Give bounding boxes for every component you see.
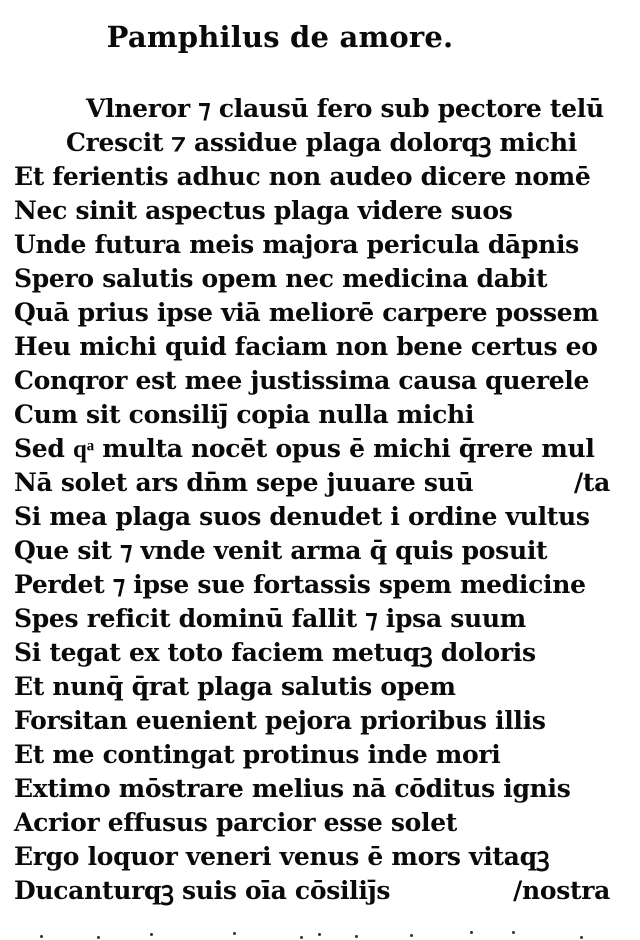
verse-line (14, 364, 624, 398)
verse-line (14, 670, 624, 704)
verse-text: Heu michi quid faciam non bene certus eo (14, 332, 598, 361)
verse-text: Et nunq̄ q̄rat plaga salutis opem (14, 672, 456, 701)
ink-speck (470, 931, 473, 934)
verse-line (14, 840, 624, 874)
verse-line (14, 92, 624, 126)
verse-list (14, 92, 624, 908)
verse-text: Sed qͣ multa nocēt opus ē michi q̄rere mul (14, 434, 595, 463)
verse-line (14, 126, 624, 160)
verse-line (14, 228, 624, 262)
ink-speck (355, 935, 358, 938)
verse-line (14, 160, 624, 194)
verse-text: Crescit ⁊ assidue plaga dolorqꝫ michi (66, 128, 577, 157)
verse-text: Nā solet ars dn̄m sepe juuare suū (14, 468, 474, 497)
verse-line (14, 534, 624, 568)
verse-line (14, 602, 624, 636)
paper-specks (0, 926, 640, 940)
verse-text: Ergo loquor veneri venus ē mors vitaqꝫ (14, 842, 550, 871)
verse-line (14, 296, 624, 330)
ink-speck (300, 936, 303, 939)
verse-line (14, 432, 624, 466)
verse-text: Que sit ⁊ vnde venit arma q̄ quis posuit (14, 536, 548, 565)
verse-line (14, 874, 624, 908)
verse-line (14, 636, 624, 670)
verse-text: Et me contingat protinus inde mori (14, 740, 501, 769)
verse-line (14, 500, 624, 534)
ink-speck (318, 933, 321, 936)
verse-line (14, 738, 624, 772)
verse-text: Ducanturqꝫ suis oīa cōsiliȷ̄s (14, 876, 391, 905)
verse-text: Acrior effusus parcior esse solet (14, 808, 458, 837)
verse-turnover: /ta (574, 468, 610, 497)
ink-speck (150, 933, 153, 936)
verse-text: Forsitan euenient pejora prioribus illis (14, 706, 546, 735)
ink-speck (410, 934, 413, 937)
ink-speck (580, 936, 583, 939)
verse-text: Spes reficit dominū fallit ⁊ ipsa suum (14, 604, 526, 633)
verse-text: Vlneror ⁊ clausū fero sub pectore telū (86, 94, 604, 123)
verse-turnover: /nostra (513, 876, 610, 905)
verse-text: Si tegat ex toto faciem metuqꝫ doloris (14, 638, 536, 667)
verse-line (14, 262, 624, 296)
verse-line (14, 704, 624, 738)
verse-text: Conqror est mee justissima causa querele (14, 366, 590, 395)
verse-text: Nec sinit aspectus plaga videre suos (14, 196, 513, 225)
verse-text: Cum sit consiliȷ̄ copia nulla michi (14, 400, 475, 429)
verse-line (14, 194, 624, 228)
page-title: Pamphilus de amore. (106, 20, 454, 54)
ink-speck (40, 935, 43, 938)
verse-line (14, 466, 624, 500)
verse-line (14, 568, 624, 602)
ink-speck (233, 932, 236, 935)
verse-text: Quā prius ipse viā meliorē carpere possem (14, 298, 599, 327)
verse-text: Extimo mōstrare melius nā cōditus ignis (14, 774, 571, 803)
verse-text: Spero salutis opem nec medicina dabit (14, 264, 548, 293)
verse-text: Perdet ⁊ ipse sue fortassis spem medicine (14, 570, 586, 599)
verse-line (14, 330, 624, 364)
verse-text: Si mea plaga suos denudet i ordine vultus (14, 502, 590, 531)
verse-line (14, 398, 624, 432)
verse-text: Et ferientis adhuc non audeo dicere nomē (14, 162, 591, 191)
verse-line (14, 772, 624, 806)
verse-text: Unde futura meis majora pericula dāpnis (14, 230, 579, 259)
ink-speck (512, 931, 515, 934)
verse-line (14, 806, 624, 840)
ink-speck (97, 936, 100, 939)
